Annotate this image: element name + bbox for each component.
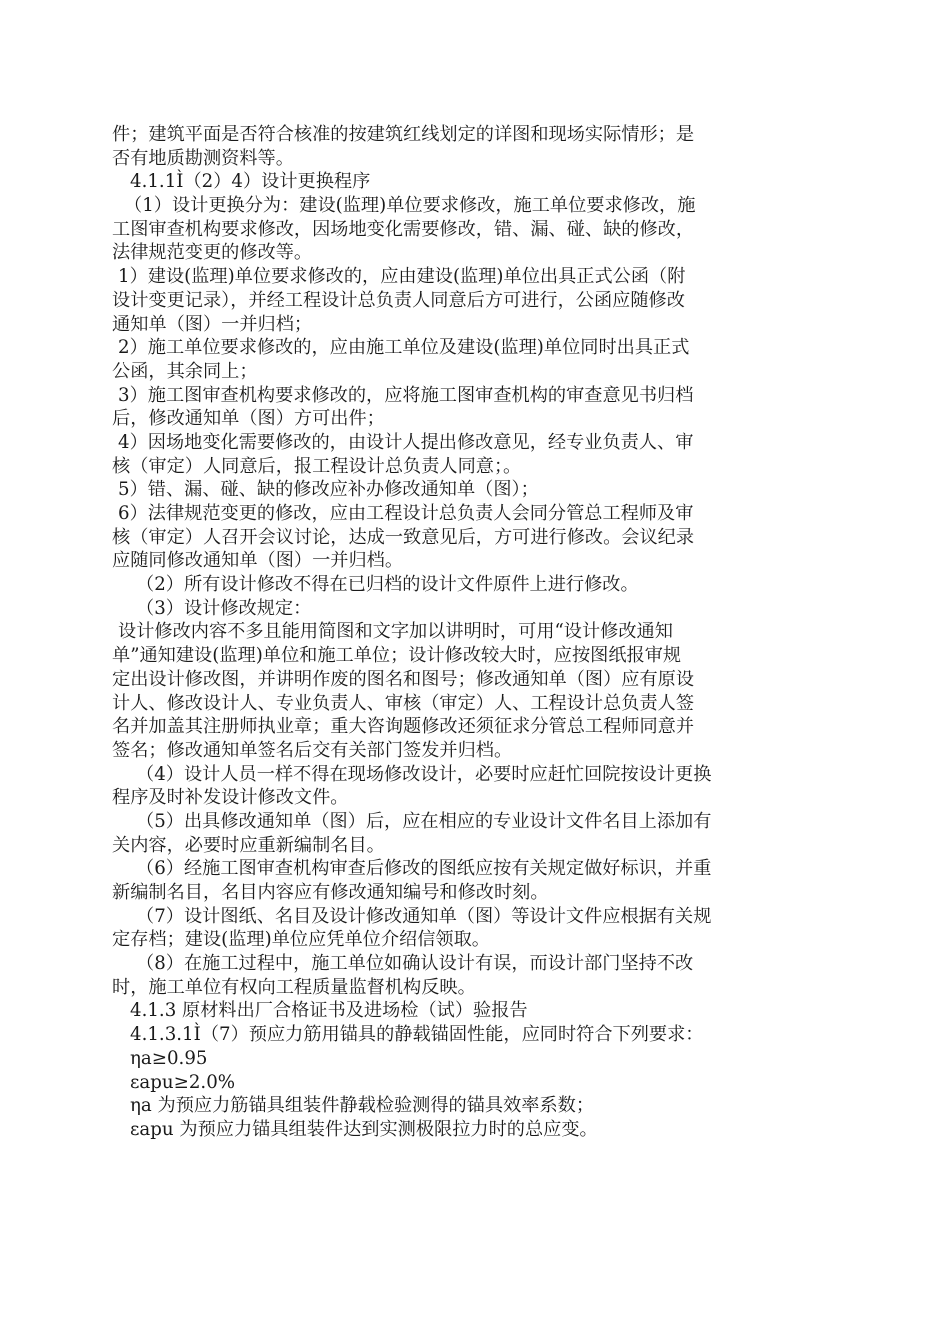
text-line: 新编制名目，名目内容应有修改通知编号和修改时刻。: [112, 882, 549, 903]
text-line: 1）建设(监理)单位要求修改的，应由建设(监理)单位出具正式公函（附: [118, 266, 686, 288]
text-line: 通知单（图）一并归档；: [112, 313, 313, 335]
text-line: 计人、修改设计人、专业负责人、审核（审定）人、工程设计总负责人签: [112, 692, 695, 714]
text-line: 4）因场地变化需要修改的，由设计人提出修改意见，经专业负责人、审: [118, 431, 694, 453]
text-line: （8）在施工过程中，施工单位如确认设计有误，而设计部门坚持不改: [136, 953, 694, 975]
text-line: ηa 为预应力筋锚具组装件静载检验测得的锚具效率系数；: [130, 1095, 595, 1117]
text-line: 3）施工图审查机构要求修改的，应将施工图审查机构的审查意见书归档: [118, 384, 694, 406]
text-line: 定存档；建设(监理)单位应凭单位介绍信领取。: [112, 929, 490, 951]
text-line: ηa≥0.95: [130, 1047, 208, 1069]
text-line: （7）设计图纸、名目及设计修改通知单（图）等设计文件应根据有关规: [136, 905, 712, 927]
text-line: （6）经施工图审查机构审查后修改的图纸应按有关规定做好标识，并重: [136, 858, 712, 880]
text-line: 设计变更记录），并经工程设计总负责人同意后方可进行，公函应随修改: [112, 289, 685, 311]
text-line: 6）法律规范变更的修改，应由工程设计总负责人会同分管总工程师及审: [118, 503, 694, 524]
text-line: 4.1.3 原材料出厂合格证书及进场检（试）验报告: [130, 1000, 528, 1022]
text-line: 应随同修改通知单（图）一并归档。: [112, 550, 404, 572]
text-line: 否有地质勘测资料等。: [112, 147, 294, 169]
text-line: 定出设计修改图，并讲明作废的图名和图号；修改通知单（图）应有原设: [112, 668, 695, 690]
text-line: εapu 为预应力锚具组装件达到实测极限拉力时的总应变。: [130, 1118, 598, 1140]
text-line: （4）设计人员一样不得在现场修改设计，必要时应赶忙回院按设计更换: [136, 763, 712, 785]
text-line: 工图审查机构要求修改，因场地变化需要修改，错、漏、碰、缺的修改，: [112, 218, 695, 240]
text-line: （1）设计更换分为：建设(监理)单位要求修改，施工单位要求修改，施: [124, 195, 696, 217]
text-line: （2）所有设计修改不得在已归档的设计文件原件上进行修改。: [136, 574, 639, 596]
text-line: 核（审定）人召开会议讨论，达成一致意见后，方可进行修改。会议纪录: [112, 526, 695, 548]
text-line: 单”通知建设(监理)单位和施工单位；设计修改较大时，应按图纸报审规: [112, 645, 682, 667]
text-line: 关内容，必要时应重新编制名目。: [112, 834, 385, 856]
text-line: 程序及时补发设计修改文件。: [112, 787, 349, 809]
document-body: [112, 123, 834, 1142]
text-line: 公函，其余同上；: [112, 360, 258, 382]
text-line: 2）施工单位要求修改的，应由施工单位及建设(监理)单位同时出具正式: [118, 337, 690, 359]
text-line: 签名；修改通知单签名后交有关部门签发并归档。: [112, 739, 513, 761]
text-line: 核（审定）人同意后，报工程设计总负责人同意；。: [112, 455, 522, 477]
text-line: （5）出具修改通知单（图）后，应在相应的专业设计文件名目上添加有: [136, 810, 712, 832]
text-line: 名并加盖其注册师执业章；重大咨询题修改还须征求分管总工程师同意并: [112, 716, 695, 738]
text-line: 5）错、漏、碰、缺的修改应补办修改通知单（图）；: [118, 479, 539, 501]
text-line: 设计修改内容不多且能用简图和文字加以讲明时，可用“设计修改通知: [118, 621, 673, 643]
text-line: 件；建筑平面是否符合核准的按建筑红线划定的详图和现场实际情形；是: [112, 124, 695, 145]
text-line: 时，施工单位有权向工程质量监督机构反映。: [112, 976, 476, 998]
text-line: 4.1.3.1Ì（7）预应力筋用锚具的静载锚固性能，应同时符合下列要求：: [130, 1024, 704, 1046]
text-line: 4.1.1Ì（2）4）设计更换程序: [130, 171, 371, 193]
text-line: （3）设计修改规定：: [136, 597, 312, 619]
text-line: 后，修改通知单（图）方可出件；: [112, 408, 385, 430]
text-line: εapu≥2.0%: [130, 1071, 236, 1093]
text-line: 法律规范变更的修改等。: [112, 242, 313, 264]
